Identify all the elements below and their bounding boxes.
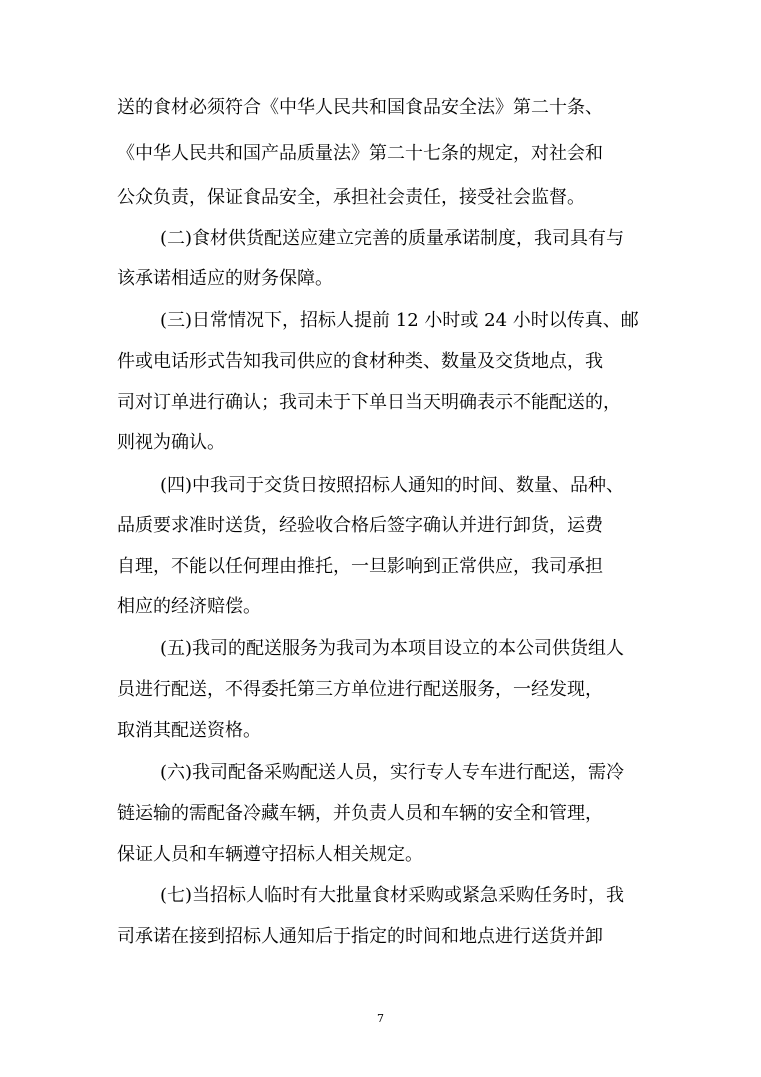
text-line: 保证人员和车辆遵守招标人相关规定。 (117, 844, 423, 865)
paragraph-start-line: (五)我司的配送服务为我司为本项目设立的本公司供货组人 (160, 638, 625, 659)
text-line: 司承诺在接到招标人通知后于指定的时间和地点进行送货并卸 (117, 926, 603, 947)
text-line: 相应的经济赔偿。 (117, 596, 261, 617)
text-line: 送的食材必须符合《中华人民共和国食品安全法》第二十条、 (117, 97, 603, 118)
page-number: 7 (377, 1012, 384, 1025)
text-line: 公众负责，保证食品安全，承担社会责任，接受社会监督。 (117, 187, 585, 208)
paragraph-start-line: (六)我司配备采购配送人员，实行专人专车进行配送，需冷 (160, 762, 625, 783)
text-line: 则视为确认。 (117, 432, 225, 453)
text-line: 《中华人民共和国产品质量法》第二十七条的规定，对社会和 (117, 143, 603, 164)
paragraph-start-line: (三)日常情况下，招标人提前 12 小时或 24 小时以传真、邮 (160, 310, 639, 331)
text-line: 品质要求准时送货，经验收合格后签字确认并进行卸货，运费 (117, 515, 603, 536)
text-line: 件或电话形式告知我司供应的食材种类、数量及交货地点，我 (117, 351, 603, 372)
text-line: 司对订单进行确认；我司未于下单日当天明确表示不能配送的， (117, 392, 621, 413)
text-line: 取消其配送资格。 (117, 720, 261, 741)
paragraph-start-line: (七)当招标人临时有大批量食材采购或紧急采购任务时，我 (160, 885, 625, 906)
text-line: 该承诺相适应的财务保障。 (117, 268, 333, 289)
paragraph-start-line: (四)中我司于交货日按照招标人通知的时间、数量、品种、 (160, 475, 625, 496)
text-line: 员进行配送，不得委托第三方单位进行配送服务，一经发现， (117, 679, 603, 700)
text-line: 链运输的需配备冷藏车辆，并负责人员和车辆的安全和管理， (117, 803, 603, 824)
text-line: 自理，不能以任何理由推托，一旦影响到正常供应，我司承担 (117, 556, 603, 577)
paragraph-start-line: (二)食材供货配送应建立完善的质量承诺制度，我司具有与 (160, 228, 625, 249)
